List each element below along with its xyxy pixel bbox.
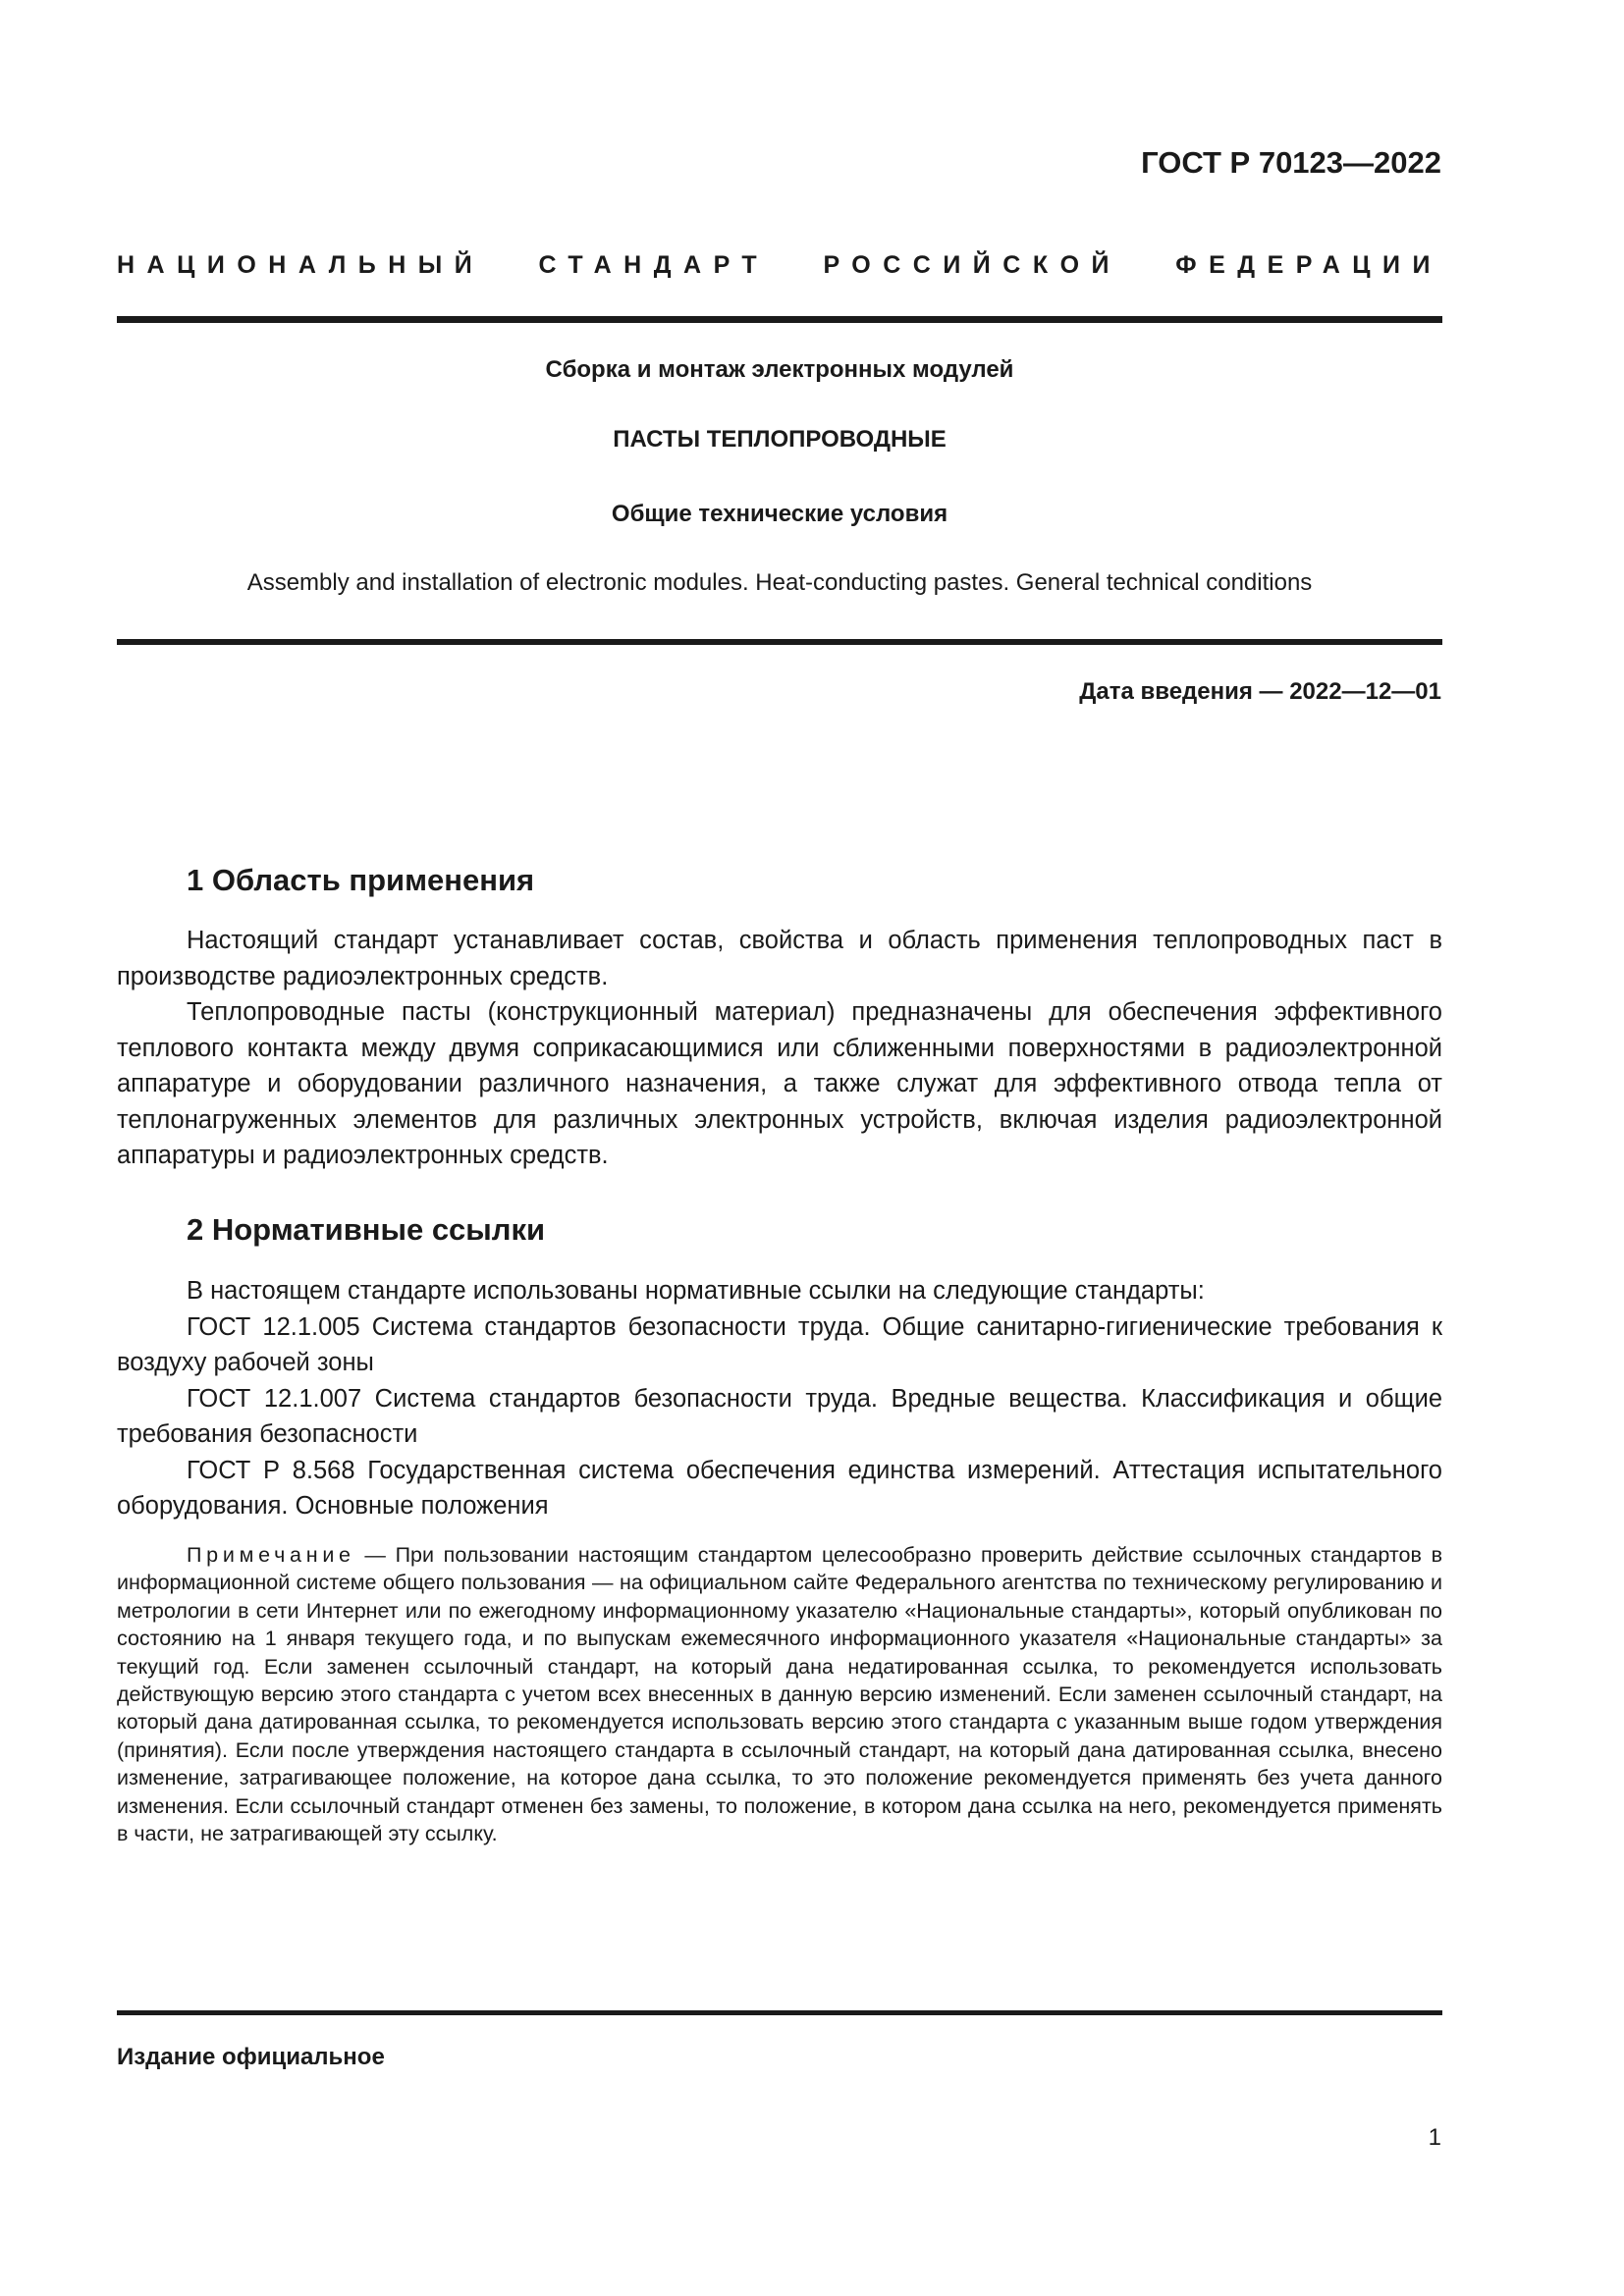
document-number: ГОСТ Р 70123—2022 <box>1141 145 1441 180</box>
paragraph: Настоящий стандарт устанавливает состав, свойства и область применения теплопроводных паст в производстве радиоэлектронных средств. <box>117 927 1442 990</box>
document-subtitle: Общие технические условия <box>611 501 948 527</box>
introduction-date: Дата введения — 2022—12—01 <box>1079 678 1441 705</box>
document-title: ПАСТЫ ТЕПЛОПРОВОДНЫЕ <box>613 426 947 453</box>
footer-divider <box>117 2010 1442 2015</box>
section-body-normative-references <box>117 1273 1442 1524</box>
paragraph: В настоящем стандарте использованы нормативные ссылки на следующие стандарты: <box>187 1277 1205 1305</box>
title-divider <box>117 639 1442 645</box>
top-divider <box>117 316 1442 323</box>
page-number: 1 <box>1428 2124 1441 2151</box>
paragraph: Теплопроводные пасты (конструкционный материал) предназначены для обеспечения эффективного теплового контакта между двумя соприкасающимися или сближенными поверхностями в радиоэлектронной аппаратуре и оборудовании различного назначения, а также служат для эффективного отвода тепла от теплонагруженных элементов для различных электронных устройств, включая изделия радиоэлектронной аппаратуры и радиоэлектронных средств. <box>117 998 1442 1169</box>
section-heading-normative-references: 2 Нормативные ссылки <box>187 1212 546 1247</box>
section-heading-scope: 1 Область применения <box>187 863 535 897</box>
reference-item: ГОСТ 12.1.007 Система стандартов безопасности труда. Вредные вещества. Классификация и общие требования безопасности <box>117 1384 1442 1448</box>
national-standard-banner: НАЦИОНАЛЬНЫЙ СТАНДАРТ РОССИЙСКОЙ ФЕДЕРАЦИИ <box>117 251 1442 279</box>
reference-item: ГОСТ 12.1.005 Система стандартов безопасности труда. Общие санитарно-гигиенические требования к воздуху рабочей зоны <box>117 1312 1442 1376</box>
series-title: Сборка и монтаж электронных модулей <box>545 356 1014 383</box>
section-body-scope <box>117 923 1442 1174</box>
reference-item: ГОСТ Р 8.568 Государственная система обеспечения единства измерений. Аттестация испытательного оборудования. Основные положения <box>117 1456 1442 1520</box>
note-label: Примечание <box>187 1543 355 1567</box>
note-block <box>117 1541 1442 1847</box>
edition-label: Издание официальное <box>117 2044 385 2070</box>
note-text: — При пользовании настоящим стандартом целесообразно проверить действие ссылочных стандартов в информационной системе общего пользования — на официальном сайте Федерального агентства по техническому регулированию и метрологии в сети Интернет или по ежегодному информационному указателю «Национальные стандарты», который опубликован по состоянию на 1 января текущего года, и по выпускам ежемесячного информационного указателя «Национальные стандарты» за текущий год. Если заменен ссылочный стандарт, на который дана недатированная ссылка, то рекомендуется использовать действующую версию этого стандарта с учетом всех внесенных в данную версию изменений. Если заменен ссылочный стандарт, на который дана датированная ссылка, то рекомендуется использовать версию этого стандарта с указанным выше годом утверждения (принятия). Если после утверждения настоящего стандарта в ссылочный стандарт, на который дана датированная ссылка, внесено изменение, затрагивающее положение, на которое дана ссылка, то это положение рекомендуется применять без учета данного изменения. Если ссылочный стандарт отменен без замены, то положение, в котором дана ссылка на него, рекомендуется применять в части, не затрагивающей эту ссылку. <box>117 1543 1442 1846</box>
english-title: Assembly and installation of electronic modules. Heat-conducting pastes. General technical conditions <box>246 569 1313 596</box>
